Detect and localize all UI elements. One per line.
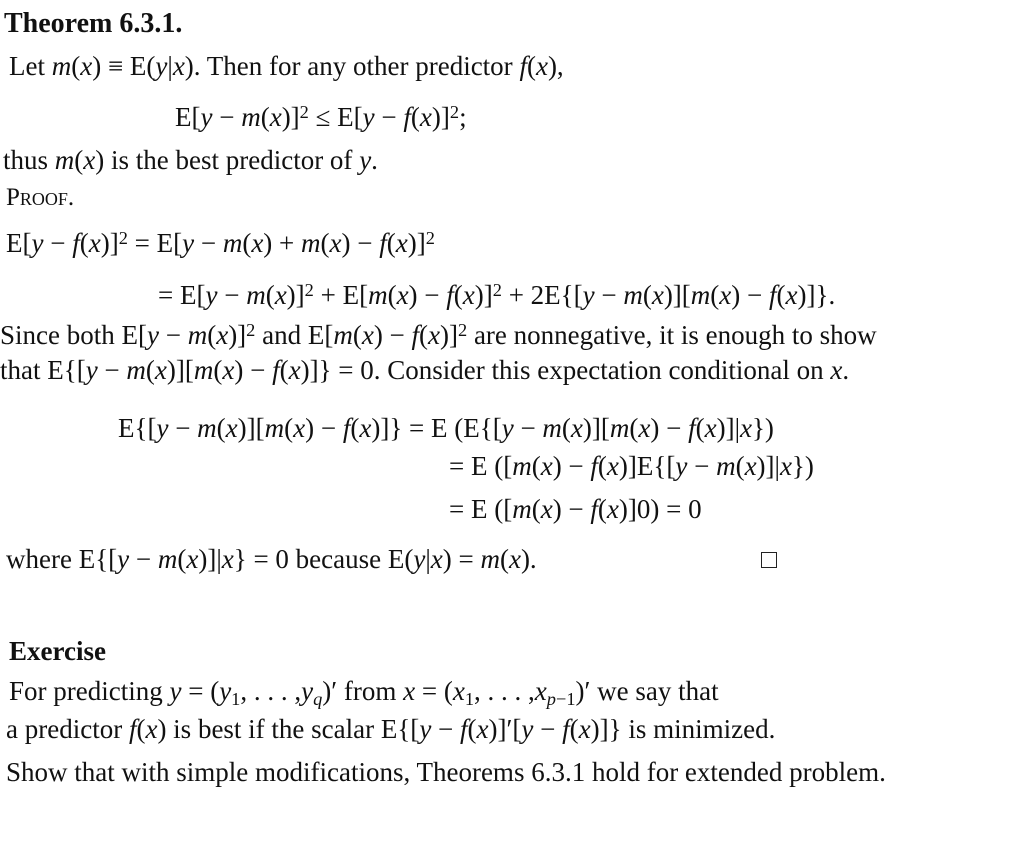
proof-text-2: that E{[y − m(x)][m(x) − f(x)]} = 0. Consider this expectation conditional on x. — [0, 355, 850, 385]
proof-aligned-row-1: E{[y − m(x)][m(x) − f(x)]} = E (E{[y − m(x)][m(x) − f(x)]|x}) — [118, 413, 774, 443]
proof-equation-2: = $E[y - m(x)]^2 + E[m(x) - f(x)]^2 + 2E\{[y - m(x)][m(x) - f(x)]\}$. — [158, 279, 836, 310]
proof-equation-1: $E[y - f(x)]^2 = E[y - m(x) + m(x) - f(x)]^2$ — [6, 227, 435, 258]
exercise-text-2: a predictor f(x) is best if the scalar E{[y − f(x)]′[y − f(x)]} is minimized. — [6, 714, 776, 744]
proof-label: Proof. — [6, 184, 75, 211]
theorem-statement: Let m(x) ≡ E(y|x). Then for any other predictor f(x), — [9, 51, 564, 81]
exercise-text-3: Show that with simple modifications, Theorems 6.3.1 hold for extended problem. — [6, 757, 886, 787]
proof-aligned-row-2: = E ([m(x) − f(x)]E{[y − m(x)]|x}) — [449, 451, 814, 481]
exercise-heading: Exercise — [9, 636, 106, 666]
theorem-heading: Theorem 6.3.1. — [4, 8, 183, 39]
qed-box-icon — [761, 552, 777, 568]
theorem-conclusion: thus m(x) is the best predictor of y. — [3, 145, 378, 175]
proof-text-1: Since both $E[y - m(x)]^2$ and $E[m(x) - f(x)]^2$ are nonnegative, it is enough to show — [0, 319, 877, 350]
theorem-inequality: $E[y - m(x)]^2 \le E[y - f(x)]^2$; — [175, 101, 467, 132]
proof-aligned-row-3: = E ([m(x) − f(x)]0) = 0 — [449, 494, 702, 524]
proof-closing-text: where E{[y − m(x)]|x} = 0 because E(y|x) = m(x). — [6, 544, 537, 574]
exercise-text-1: For predicting $y = (y_1$, . . . $,y_q)'$ from $x = (x_1$, . . . $,x_{p-1})'$ we say that — [9, 676, 719, 710]
